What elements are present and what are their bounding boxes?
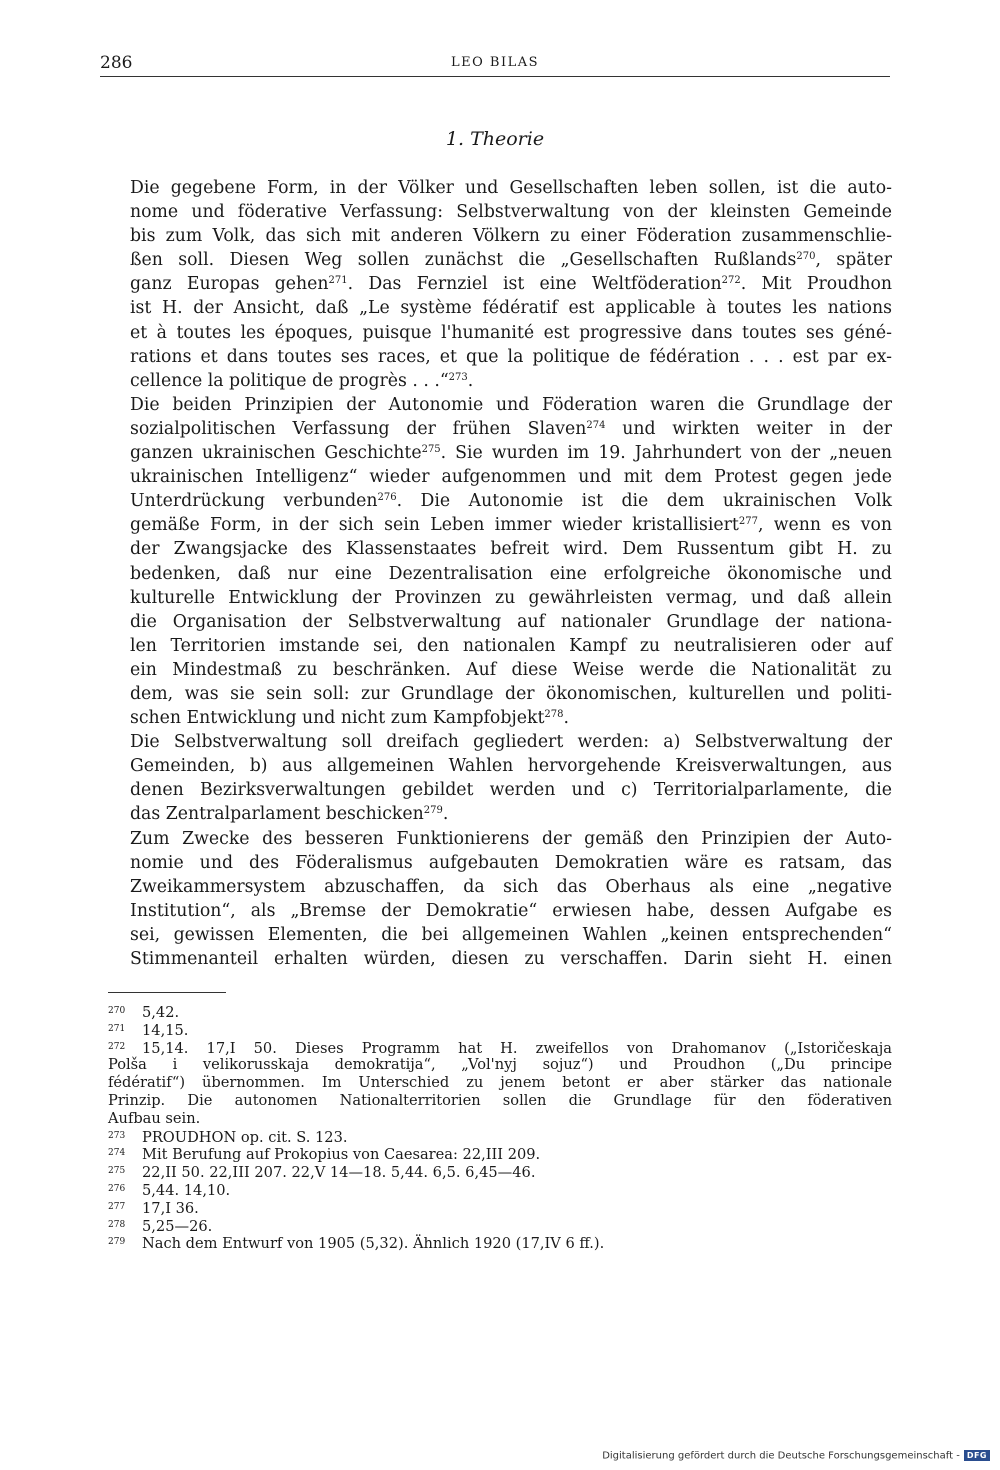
footnote-reference: 270: [796, 251, 816, 263]
section-title: 1. Theorie: [445, 128, 545, 150]
text-run: schen Entwicklung und nicht zum Kampfobjekt: [130, 708, 545, 729]
text-run: .: [467, 370, 474, 391]
body-line: [130, 899, 892, 923]
text-run: Die gegebene Form, in der Völker und Gesellschaften leben sollen, ist die auto-: [130, 178, 892, 198]
footnote-number: 271: [108, 1023, 126, 1034]
footnote-reference: 276: [377, 492, 397, 504]
body-line: [130, 345, 892, 369]
footnote-line: [108, 1234, 892, 1252]
footnote-text: Nach dem Entwurf von 1905 (5,32). Ähnlich 1920 (17,IV 6 ff.).: [142, 1235, 605, 1253]
footnote-text: Mit Berufung auf Prokopius von Caesarea: 22,III 209.: [142, 1146, 541, 1164]
header-rule: [100, 76, 890, 77]
text-run: nome und föderative Verfassung: Selbstverwaltung von der kleinsten Gemeinde: [130, 202, 892, 223]
text-run: rations et dans toutes ses races, et que la politique de fédération . . . est par ex-: [130, 346, 892, 367]
body-line: [130, 923, 892, 947]
body-line: [130, 224, 892, 248]
text-run: sei, gewissen Elementen, die bei allgemeinen Wahlen „keinen entsprechenden“: [130, 924, 892, 945]
body-line: [130, 634, 892, 658]
footnote-number: 276: [108, 1183, 126, 1194]
body-line: [130, 369, 892, 393]
body-line: [130, 272, 892, 296]
body-line: [130, 610, 892, 634]
text-run: , wenn es von: [757, 515, 892, 536]
text-run: Institution“, als „Bremse der Demokratie“ erwiesen habe, dessen Aufgabe es: [130, 900, 892, 921]
footnote-text: 14,15.: [142, 1021, 189, 1039]
footnote-number: 270: [108, 1006, 126, 1016]
footnote-reference: 273: [448, 371, 468, 383]
text-run: len Territorien imstande sei, den nationalen Kampf zu neutralisieren oder auf: [130, 635, 892, 656]
body-line: [130, 682, 892, 706]
text-run: ukrainischen Intelligenz“ wieder aufgenommen und mit dem Protest gegen jede: [130, 467, 892, 488]
footnote-line: [108, 1163, 892, 1181]
text-run: ganzen ukrainischen Geschichte: [130, 443, 422, 464]
text-run: die Organisation der Selbstverwaltung auf nationaler Grundlage der nationa-: [130, 611, 892, 632]
footnote-number: 279: [108, 1237, 126, 1248]
footnote-line: [108, 1128, 892, 1146]
body-line: [130, 778, 892, 802]
body-line: [130, 947, 892, 971]
body-line: [130, 393, 892, 417]
footnote-line: [108, 1056, 892, 1074]
footnote-reference: 277: [738, 516, 758, 528]
text-run: dem, was sie sein soll: zur Grundlage der ökonomischen, kulturellen und politi-: [130, 683, 892, 704]
text-run: , später: [815, 250, 892, 271]
footnote-reference: 274: [586, 419, 606, 431]
footnote-text: Polša i velikorusskaja demokratija“, „Vol'nyj sojuz“) und Proudhon („Du principe: [108, 1056, 892, 1074]
footnote-line: [108, 1092, 892, 1110]
footnote-text: fédératif“) übernommen. Im Unterschied zu jenem betont er aber stärker das nationale: [108, 1074, 892, 1092]
footnote-text: PROUDHON op. cit. S. 123.: [142, 1128, 348, 1146]
footnote-line: [108, 1021, 892, 1039]
footnote-text: 17,I 36.: [142, 1199, 199, 1217]
body-line: [130, 658, 892, 682]
body-line: [130, 465, 892, 489]
footnote-number: 274: [108, 1148, 126, 1159]
body-text: [130, 176, 892, 971]
running-head-author: LEO BILAS: [450, 55, 540, 70]
text-run: ein Mindestmaß zu beschränken. Auf diese Weise werde die Nationalität zu: [130, 659, 892, 680]
footnote-reference: 271: [328, 275, 348, 287]
running-head: [100, 53, 890, 75]
footnote-text: Prinzip. Die autonomen Nationalterritorien sollen die Grundlage für den föderativen: [108, 1091, 892, 1109]
body-line: [130, 827, 892, 851]
text-run: Unterdrückung verbunden: [130, 491, 378, 512]
text-run: nomie und des Föderalismus aufgebauten Demokratien wäre es ratsam, das: [130, 852, 892, 873]
body-line: [130, 537, 892, 561]
text-run: . Die Autonomie ist die dem ukrainischen Volk: [396, 491, 892, 512]
footnote-reference: 272: [721, 275, 741, 287]
body-line: [130, 802, 892, 826]
text-run: Stimmenanteil erhalten würden, diesen zu verschaffen. Darin sieht H. einen: [130, 949, 892, 969]
footnote-number: 272: [108, 1041, 126, 1052]
text-run: cellence la politique de progrès . . .“: [130, 370, 449, 391]
footnote-text: 5,44. 14,10.: [142, 1181, 231, 1199]
text-run: . Sie wurden im 19. Jahrhundert von der „neuen: [440, 443, 892, 464]
body-line: [130, 513, 892, 537]
text-run: et à toutes les époques, puisque l'humanité est progressive dans toutes ses géné-: [130, 322, 892, 343]
text-run: Die Selbstverwaltung soll dreifach gegliedert werden: a) Selbstverwaltung der: [130, 732, 892, 753]
footnote-line: [108, 1181, 892, 1199]
footnote-text: 5,42.: [142, 1004, 180, 1021]
body-line: [130, 851, 892, 875]
footnote-reference: 278: [544, 709, 564, 721]
text-run: .: [442, 804, 449, 825]
body-line: [130, 730, 892, 754]
footnote-text: 15,14. 17,I 50. Dieses Programm hat H. zweifellos von Drahomanov („Istoričeskaja: [142, 1039, 892, 1057]
body-line: [130, 489, 892, 513]
footnote-line: [108, 1039, 892, 1057]
footnote-reference: 279: [423, 805, 443, 817]
footnote-number: 273: [108, 1130, 126, 1141]
text-run: bis zum Volk, das sich mit anderen Völkern zu einer Föderation zusammenschlie-: [130, 226, 892, 247]
text-run: kulturelle Entwicklung der Provinzen zu gewährleisten vermag, und daß allein: [130, 587, 892, 608]
footnote-line: [108, 1110, 892, 1128]
text-run: ßen soll. Diesen Weg sollen zunächst die „Gesellschaften Rußlands: [130, 250, 797, 271]
footnote-reference: 275: [421, 444, 441, 456]
text-run: und wirkten weiter in der: [605, 418, 893, 439]
footnote-text: 5,25—26.: [142, 1217, 213, 1235]
body-line: [130, 441, 892, 465]
footnote-text: 22,II 50. 22,III 207. 22,V 14—18. 5,44. 6,5. 6,45—46.: [142, 1164, 536, 1182]
credit-text: Digitalisierung gefördert durch die Deutsche Forschungsgemeinschaft -: [602, 1450, 960, 1462]
body-line: [130, 417, 892, 441]
text-run: .: [563, 708, 569, 729]
text-run: ist H. der Ansicht, daß „Le système fédératif est applicable à toutes les nations: [130, 298, 892, 319]
body-line: [130, 296, 892, 320]
text-run: bedenken, daß nur eine Dezentralisation eine erfolgreiche ökonomische und: [130, 563, 892, 584]
body-line: [130, 248, 892, 272]
footnote-line: [108, 1145, 892, 1163]
text-run: . Mit Proudhon: [740, 274, 893, 295]
footnote-number: 277: [108, 1201, 126, 1212]
footnote-rule: [108, 992, 226, 993]
body-line: [130, 562, 892, 586]
footnote-number: 275: [108, 1166, 126, 1177]
dfg-logo: DFG: [964, 1450, 990, 1461]
footnote-number: 278: [108, 1219, 126, 1230]
body-line: [130, 754, 892, 778]
text-run: ganz Europas gehen: [130, 274, 329, 295]
text-run: Zweikammersystem abzuschaffen, da sich das Oberhaus als eine „negative: [130, 876, 892, 897]
footnote-line: [108, 1217, 892, 1235]
footnote-text: Aufbau sein.: [108, 1109, 201, 1127]
text-run: der Zwangsjacke des Klassenstaates befreit wird. Dem Russentum gibt H. zu: [130, 539, 892, 560]
body-line: [130, 176, 892, 200]
text-run: . Das Fernziel ist eine Weltföderation: [347, 274, 722, 295]
footnote-line: [108, 1074, 892, 1092]
text-run: das Zentralparlament beschicken: [130, 804, 424, 825]
body-line: [130, 875, 892, 899]
body-line: [130, 200, 892, 224]
footnotes: [108, 1003, 892, 1252]
footnote-line: [108, 1199, 892, 1217]
text-run: Gemeinden, b) aus allgemeinen Wahlen hervorgehende Kreisverwaltungen, aus: [130, 756, 892, 777]
text-run: denen Bezirksverwaltungen gebildet werden und c) Territorialparlamente, die: [130, 780, 892, 801]
text-run: gemäße Form, in der sich sein Leben immer wieder kristallisiert: [130, 515, 739, 536]
body-line: [130, 706, 892, 730]
body-line: [130, 321, 892, 345]
text-run: sozialpolitischen Verfassung der frühen Slaven: [130, 418, 587, 439]
digitization-credit: [602, 1450, 990, 1462]
text-run: Zum Zwecke des besseren Funktionierens der gemäß den Prinzipien der Auto-: [130, 828, 892, 849]
body-line: [130, 586, 892, 610]
footnote-line: [108, 1003, 892, 1021]
text-run: Die beiden Prinzipien der Autonomie und Föderation waren die Grundlage der: [130, 394, 892, 415]
page-number: 286: [100, 53, 133, 73]
